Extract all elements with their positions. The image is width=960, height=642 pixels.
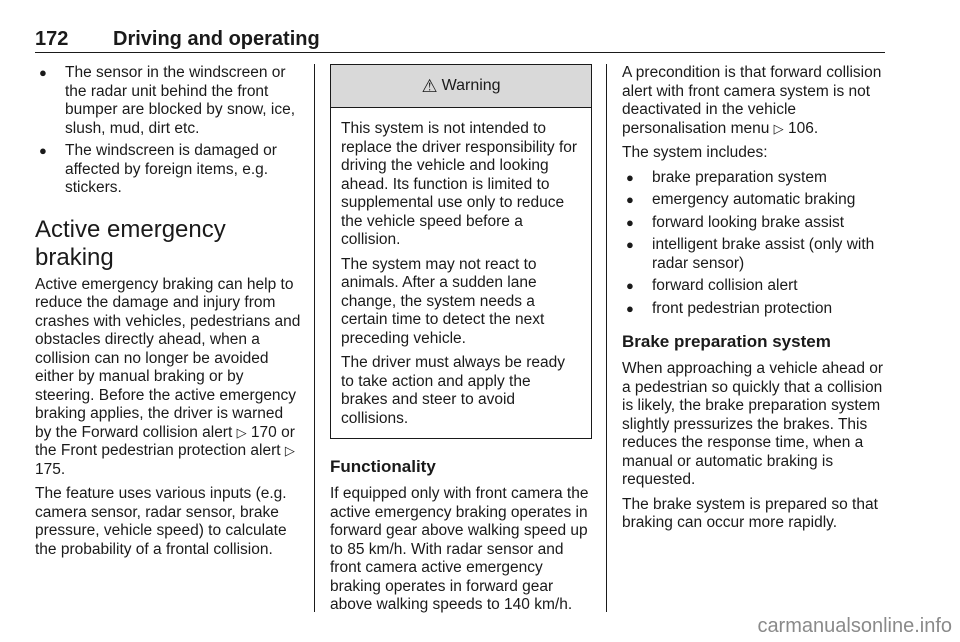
page-ref-link[interactable]: 175. — [35, 460, 66, 478]
list-item: ● The sensor in the windscreen or the radar unit behind the front bumper are blocked by snow, ice, slush, mud, dirt etc. — [35, 64, 301, 138]
paragraph: This system is not intended to replace the driver responsibility for driving the vehicle and looking ahead. Its function is limited to supplemental use only to reduce the vehicle speed before a collision. — [341, 120, 578, 248]
page-reference-arrow-icon: ▷ — [284, 443, 295, 458]
list-item: ● brake preparation system — [622, 169, 888, 188]
list-item: ● forward collision alert — [622, 277, 888, 296]
text-run: A precondition is that forward collision alert with front camera system is not deactivated in the vehicle personalisation menu — [622, 64, 882, 137]
paragraph: If equipped only with front camera the active emergency braking operates in forward gear above walking speed up to 85 km/h. With radar sensor and front camera active emergency braking operates in forward gear above walking speeds to 140 km/h. — [330, 485, 589, 613]
paragraph: When approaching a vehicle ahead or a pedestrian so quickly that a collision is likely, the brake preparation system slightly pressurizes the brakes. This reduces the response time, when a manual or automatic braking is requested. — [622, 360, 884, 488]
page-reference-arrow-icon: ▷ — [236, 424, 247, 440]
column-2 — [330, 64, 592, 621]
section-heading: Active emergency braking — [35, 215, 226, 271]
list-item: ● emergency automatic braking — [622, 191, 888, 210]
list-item: ● The windscreen is damaged or affected by foreign items, e.g. stickers. — [35, 142, 301, 198]
paragraph: The driver must always be ready to take action and apply the brakes and steer to avoid collisions. — [341, 354, 565, 427]
list-item: ● forward looking brake assist — [622, 214, 888, 233]
column-divider — [606, 64, 607, 612]
paragraph: The brake system is prepared so that braking can occur more rapidly. — [622, 495, 878, 531]
section-heading: Brake preparation system — [622, 332, 831, 351]
paragraph: The system includes: — [622, 144, 768, 161]
list-item: ● front pedestrian protection — [622, 300, 888, 319]
warning-triangle-icon: ⚠ — [421, 75, 438, 96]
paragraph: The feature uses various inputs (e.g. camera sensor, radar sensor, brake pressure, vehicle speed) to calculate the probability of a frontal collision. — [35, 485, 287, 558]
page-ref-link[interactable]: 106. — [787, 119, 819, 137]
warning-box — [330, 64, 592, 439]
text-run: Active emergency braking can help to reduce the damage and injury from crashes with vehicles, pedestrians and obstacles directly ahead, when a collision can no longer be avoided either by manual braking or by steering. Before the active emergency braking applies, the driver is warned by the Forward collision alert — [35, 275, 301, 441]
chapter-title: Driving and operating — [113, 28, 320, 50]
page-reference-arrow-icon: ▷ — [773, 120, 784, 136]
paragraph — [35, 276, 301, 480]
paragraph: The system may not react to animals. After a sudden lane change, the system needs a certain time to detect the next preceding vehicle. — [341, 255, 545, 347]
column-1 — [35, 64, 301, 565]
column-divider — [314, 64, 315, 612]
page-header — [35, 28, 885, 53]
paragraph — [622, 64, 888, 138]
warning-title: Warning — [441, 76, 501, 94]
column-3 — [622, 64, 888, 539]
section-heading: Functionality — [330, 457, 436, 476]
page-number: 172 — [35, 28, 69, 50]
bullet-list — [35, 64, 301, 198]
watermark: carmanualsonline.info — [757, 615, 952, 637]
warning-header — [331, 65, 591, 108]
list-item: ● intelligent brake assist (only with radar sensor) — [622, 236, 888, 273]
text-run: or the Front pedestrian protection alert — [35, 423, 295, 459]
bullet-list — [622, 169, 888, 319]
warning-body — [331, 108, 591, 438]
page-ref-link[interactable]: 170 — [250, 423, 277, 441]
